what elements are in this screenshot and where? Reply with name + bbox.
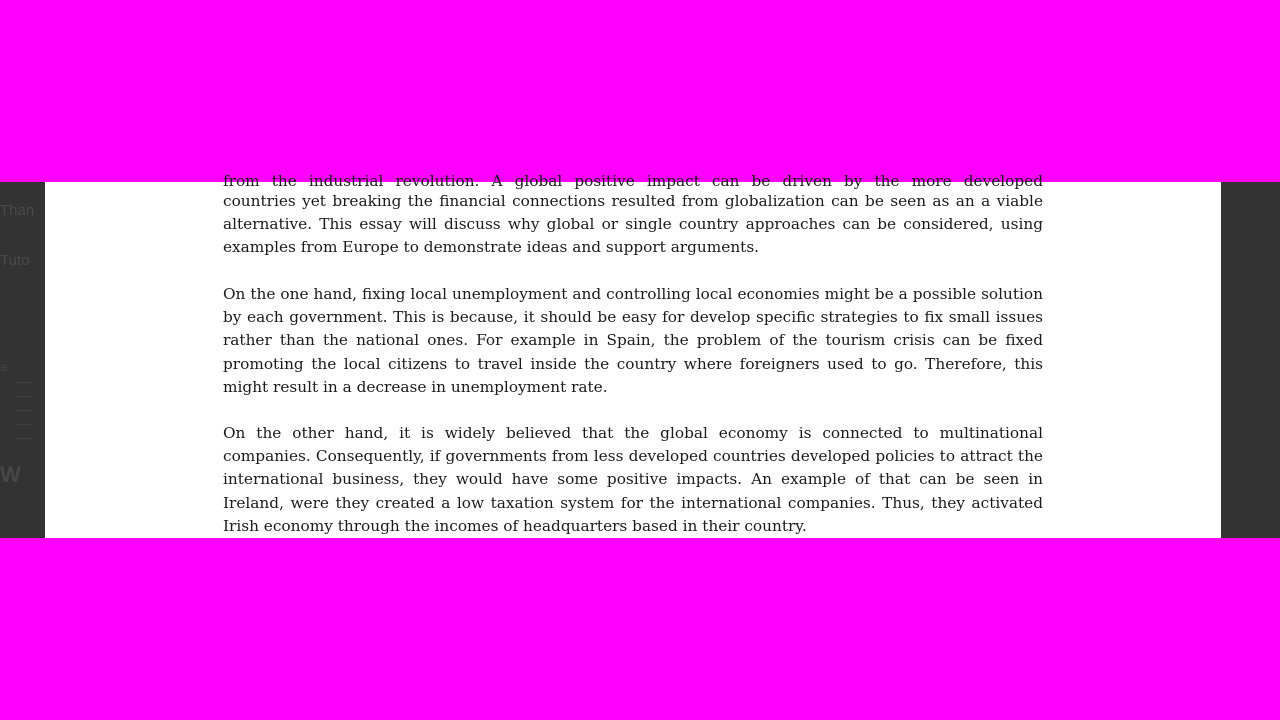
paragraph-one-hand: On the one hand, fixing local unemployment and controlling local economies might be a possible solution by each government. This is because, it should be easy for develop specific strategies to fix small issues rather than the national ones. For example in Spain, the problem of the tourism crisis can be fixed promoting the local citizens to travel inside the country where foreigners used to go. Therefore, this might result in a decrease in unemployment rate.	[223, 285, 1043, 396]
letterbox-top	[0, 0, 1280, 182]
sidebar-ghost-item: Tuto	[0, 252, 30, 269]
paragraph-intro: countries yet breaking the financial connections resulted from globalization can be seen as an a viable alternative. This essay will discuss why global or single country approaches can be considered, using examples from Europe to demonstrate ideas and support arguments.	[223, 192, 1043, 257]
sidebar-ghost-lines	[16, 382, 34, 442]
sidebar-ghost-item: Than	[0, 202, 35, 219]
sidebar-ghost-logo: W	[0, 462, 21, 487]
letterbox-bottom	[0, 538, 1280, 720]
document-cut-line: from the industrial revolution. A global positive impact can be driven by the more developed	[223, 172, 1043, 190]
document-page[interactable]	[45, 172, 1221, 538]
document-viewer[interactable]	[0, 172, 1280, 538]
paragraph-other-hand: On the other hand, it is widely believed that the global economy is connected to multinational companies. Consequently, if governments from less developed countries developed policies to attract the international business, they would have some positive impacts. An example of that can be seen in Ireland, were they created a low taxation system for the international companies. Thus, they activated Irish economy through the incomes of headquarters based in their country.	[223, 424, 1043, 535]
sidebar-ghost-icon: ≡	[0, 360, 8, 375]
